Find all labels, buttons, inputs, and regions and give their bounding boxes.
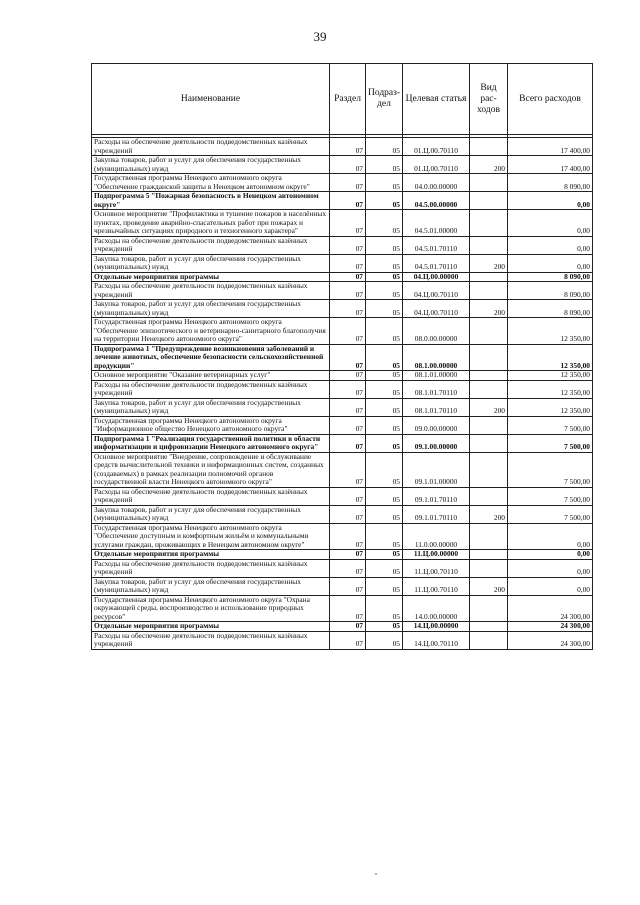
cell-subsection: 05 [366, 452, 403, 487]
cell-section: 07 [330, 577, 366, 595]
cell-type [470, 452, 508, 487]
cell-section: 07 [330, 174, 366, 192]
cell-subsection: 05 [366, 282, 403, 300]
cell-type [470, 272, 508, 282]
cell-type [470, 318, 508, 345]
cell-name: Закупка товаров, работ и услуг для обеспечения государственных (муниципальных) нужд [92, 254, 330, 272]
cell-section: 07 [330, 416, 366, 434]
table-row [92, 210, 593, 237]
cell-target: 08.1.00.00000 [403, 344, 470, 371]
table-row [92, 595, 593, 622]
table-row [92, 380, 593, 398]
cell-type [470, 138, 508, 156]
cell-total: 7 500,00 [508, 487, 593, 505]
cell-section: 07 [330, 272, 366, 282]
cell-section: 07 [330, 559, 366, 577]
cell-target: 01.Ц.00.70110 [403, 138, 470, 156]
table-row [92, 344, 593, 371]
cell-section: 07 [330, 434, 366, 452]
cell-name: Закупка товаров, работ и услуг для обеспечения государственных (муниципальных) нужд [92, 505, 330, 523]
cell-total: 0,00 [508, 577, 593, 595]
cell-type [470, 434, 508, 452]
cell-type [470, 622, 508, 632]
cell-section: 07 [330, 398, 366, 416]
cell-target: 04.Ц.00.70110 [403, 282, 470, 300]
cell-subsection: 05 [366, 380, 403, 398]
cell-type [470, 371, 508, 381]
table-row [92, 174, 593, 192]
column-header-subsection: Подраз-дел [366, 64, 403, 135]
table-row [92, 631, 593, 649]
cell-target: 04.0.00.00000 [403, 174, 470, 192]
cell-type [470, 192, 508, 210]
table-row [92, 138, 593, 156]
cell-subsection: 05 [366, 505, 403, 523]
cell-target: 04.5.01.70110 [403, 236, 470, 254]
cell-name: Расходы на обеспечение деятельности подведомственных казённых учреждений [92, 236, 330, 254]
table-row [92, 254, 593, 272]
column-header-section: Раздел [330, 64, 366, 135]
cell-target: 04.5.00.00000 [403, 192, 470, 210]
cell-name: Расходы на обеспечение деятельности подведомственных казённых учреждений [92, 487, 330, 505]
cell-section: 07 [330, 550, 366, 560]
cell-section: 07 [330, 210, 366, 237]
table-row [92, 577, 593, 595]
cell-name: Расходы на обеспечение деятельности подведомственных казённых учреждений [92, 559, 330, 577]
cell-total: 12 350,00 [508, 371, 593, 381]
table-row [92, 550, 593, 560]
cell-type: 200 [470, 300, 508, 318]
cell-type [470, 595, 508, 622]
cell-total: 17 400,00 [508, 156, 593, 174]
cell-type [470, 210, 508, 237]
budget-table [91, 63, 593, 650]
cell-section: 07 [330, 622, 366, 632]
cell-type [470, 559, 508, 577]
cell-type [470, 380, 508, 398]
cell-name: Расходы на обеспечение деятельности подведомственных казённых учреждений [92, 380, 330, 398]
cell-total: 24 300,00 [508, 595, 593, 622]
cell-total: 8 090,00 [508, 282, 593, 300]
cell-total: 12 350,00 [508, 380, 593, 398]
cell-target: 14.0.00.00000 [403, 595, 470, 622]
cell-section: 07 [330, 300, 366, 318]
table-row [92, 300, 593, 318]
cell-section: 07 [330, 236, 366, 254]
cell-name: Подпрограмма 5 "Пожарная безопасность в Ненецком автономном округе" [92, 192, 330, 210]
cell-type [470, 282, 508, 300]
cell-subsection: 05 [366, 210, 403, 237]
table-row [92, 416, 593, 434]
cell-name: Закупка товаров, работ и услуг для обеспечения государственных (муниципальных) нужд [92, 300, 330, 318]
cell-type: 200 [470, 254, 508, 272]
cell-type [470, 523, 508, 550]
cell-section: 07 [330, 192, 366, 210]
cell-subsection: 05 [366, 398, 403, 416]
cell-total: 0,00 [508, 254, 593, 272]
table-row [92, 156, 593, 174]
cell-total: 12 350,00 [508, 344, 593, 371]
cell-name: Государственная программа Ненецкого автономного округа "Обеспечение эпизоотического и ветеринарно-санитарного благополучия на территории Ненецкого автономного округа" [92, 318, 330, 345]
cell-section: 07 [330, 487, 366, 505]
cell-type: 200 [470, 505, 508, 523]
cell-total: 17 400,00 [508, 138, 593, 156]
cell-subsection: 05 [366, 318, 403, 345]
cell-subsection: 05 [366, 577, 403, 595]
cell-subsection: 05 [366, 550, 403, 560]
table-body [92, 135, 593, 650]
cell-section: 07 [330, 344, 366, 371]
cell-total: 7 500,00 [508, 434, 593, 452]
cell-total: 24 300,00 [508, 631, 593, 649]
page-number: 39 [313, 29, 327, 44]
cell-name: Расходы на обеспечение деятельности подведомственных казённых учреждений [92, 631, 330, 649]
cell-target: 08.1.01.00000 [403, 371, 470, 381]
cell-total: 7 500,00 [508, 505, 593, 523]
cell-total: 0,00 [508, 210, 593, 237]
cell-type: 200 [470, 156, 508, 174]
cell-total: 7 500,00 [508, 452, 593, 487]
cell-subsection: 05 [366, 622, 403, 632]
cell-type [470, 550, 508, 560]
cell-subsection: 05 [366, 174, 403, 192]
table-row [92, 398, 593, 416]
cell-type [470, 174, 508, 192]
table-row [92, 371, 593, 381]
cell-section: 07 [330, 318, 366, 345]
cell-name: Основное мероприятие "Профилактика и тушение пожаров в населённых пунктах, проведение аварийно-спасательных работ при пожарах и чрезвычайных ситуациях природного и техногенного характера" [92, 210, 330, 237]
cell-target: 04.5.01.00000 [403, 210, 470, 237]
cell-type [470, 487, 508, 505]
cell-total: 12 350,00 [508, 318, 593, 345]
table-row [92, 559, 593, 577]
table-row [92, 192, 593, 210]
scan-speck [375, 873, 377, 875]
cell-name: Подпрограмма 1 "Предупреждение возникновения заболеваний и лечение животных, обеспечение безопасности сельскохозяйственной продукции" [92, 344, 330, 371]
cell-section: 07 [330, 282, 366, 300]
cell-total: 0,00 [508, 523, 593, 550]
cell-type [470, 416, 508, 434]
cell-type [470, 631, 508, 649]
cell-total: 8 090,00 [508, 272, 593, 282]
cell-subsection: 05 [366, 434, 403, 452]
cell-target: 11.0.00.00000 [403, 523, 470, 550]
table-row [92, 523, 593, 550]
column-header-name: Наименование [92, 64, 330, 135]
cell-target: 09.1.01.00000 [403, 452, 470, 487]
cell-name: Расходы на обеспечение деятельности подведомственных казённых учреждений [92, 138, 330, 156]
cell-name: Основное мероприятие "Оказание ветеринарных услуг" [92, 371, 330, 381]
cell-target: 14.Ц.00.00000 [403, 622, 470, 632]
cell-total: 12 350,00 [508, 398, 593, 416]
cell-target: 09.1.01.70110 [403, 487, 470, 505]
cell-target: 04.Ц.00.00000 [403, 272, 470, 282]
column-header-total: Всего расходов [508, 64, 593, 135]
cell-section: 07 [330, 254, 366, 272]
table-row [92, 505, 593, 523]
table-row [92, 282, 593, 300]
table-row [92, 318, 593, 345]
cell-subsection: 05 [366, 272, 403, 282]
cell-target: 08.0.00.00000 [403, 318, 470, 345]
cell-name: Отдельные мероприятия программы [92, 272, 330, 282]
cell-target: 01.Ц.00.70110 [403, 156, 470, 174]
column-header-target: Целевая статья [403, 64, 470, 135]
cell-subsection: 05 [366, 344, 403, 371]
cell-name: Государственная программа Ненецкого автономного округа "Информационное общество Ненецкого автономного округа" [92, 416, 330, 434]
cell-subsection: 05 [366, 487, 403, 505]
cell-section: 07 [330, 371, 366, 381]
cell-total: 0,00 [508, 236, 593, 254]
cell-total: 0,00 [508, 559, 593, 577]
cell-type [470, 344, 508, 371]
cell-name: Закупка товаров, работ и услуг для обеспечения государственных (муниципальных) нужд [92, 156, 330, 174]
table-row [92, 236, 593, 254]
cell-type [470, 236, 508, 254]
cell-name: Государственная программа Ненецкого автономного округа "Охрана окружающей среды, воспроизводство и использование природных ресурсов" [92, 595, 330, 622]
cell-subsection: 05 [366, 192, 403, 210]
table-row [92, 434, 593, 452]
cell-name: Подпрограмма 1 "Реализация государственной политики в области информатизации и цифровизации Ненецкого автономного округа" [92, 434, 330, 452]
cell-section: 07 [330, 380, 366, 398]
cell-target: 11.Ц.00.70110 [403, 577, 470, 595]
cell-target: 09.1.01.70110 [403, 505, 470, 523]
table-row [92, 487, 593, 505]
cell-total: 7 500,00 [508, 416, 593, 434]
table-row [92, 452, 593, 487]
cell-target: 04.Ц.00.70110 [403, 300, 470, 318]
cell-subsection: 05 [366, 595, 403, 622]
cell-name: Закупка товаров, работ и услуг для обеспечения государственных (муниципальных) нужд [92, 398, 330, 416]
cell-total: 0,00 [508, 192, 593, 210]
cell-target: 04.5.01.70110 [403, 254, 470, 272]
cell-subsection: 05 [366, 300, 403, 318]
cell-target: 11.Ц.00.70110 [403, 559, 470, 577]
cell-subsection: 05 [366, 416, 403, 434]
cell-total: 24 300,00 [508, 622, 593, 632]
cell-subsection: 05 [366, 156, 403, 174]
cell-section: 07 [330, 523, 366, 550]
cell-subsection: 05 [366, 254, 403, 272]
cell-target: 08.1.01.70110 [403, 380, 470, 398]
cell-type: 200 [470, 398, 508, 416]
cell-type: 200 [470, 577, 508, 595]
cell-target: 11.Ц.00.00000 [403, 550, 470, 560]
table-row [92, 622, 593, 632]
column-header-type: Вид рас-ходов [470, 64, 508, 135]
cell-section: 07 [330, 138, 366, 156]
cell-subsection: 05 [366, 523, 403, 550]
cell-subsection: 05 [366, 138, 403, 156]
cell-target: 14.Ц.00.70110 [403, 631, 470, 649]
cell-name: Государственная программа Ненецкого автономного округа "Обеспечение доступным и комфортным жильём и коммунальными услугами граждан, проживающих в Ненецком автономном округе" [92, 523, 330, 550]
cell-total: 8 090,00 [508, 174, 593, 192]
cell-section: 07 [330, 595, 366, 622]
cell-target: 08.1.01.70110 [403, 398, 470, 416]
cell-section: 07 [330, 631, 366, 649]
cell-target: 09.1.00.00000 [403, 434, 470, 452]
table-header [92, 64, 593, 135]
cell-name: Государственная программа Ненецкого автономного округа "Обеспечение гражданской защиты в Ненецком автономном округе" [92, 174, 330, 192]
cell-section: 07 [330, 156, 366, 174]
cell-name: Основное мероприятие "Внедрение, сопровождение и обслуживание средств вычислительной техники и информационных систем, созданных (создаваемых) в рамках реализации полномочий органов государственной власти Ненецкого автономного округа" [92, 452, 330, 487]
cell-name: Отдельные мероприятия программы [92, 550, 330, 560]
cell-section: 07 [330, 505, 366, 523]
cell-total: 8 090,00 [508, 300, 593, 318]
cell-subsection: 05 [366, 631, 403, 649]
cell-name: Расходы на обеспечение деятельности подведомственных казённых учреждений [92, 282, 330, 300]
cell-subsection: 05 [366, 236, 403, 254]
cell-section: 07 [330, 452, 366, 487]
cell-subsection: 05 [366, 559, 403, 577]
cell-total: 0,00 [508, 550, 593, 560]
cell-name: Отдельные мероприятия программы [92, 622, 330, 632]
cell-subsection: 05 [366, 371, 403, 381]
cell-name: Закупка товаров, работ и услуг для обеспечения государственных (муниципальных) нужд [92, 577, 330, 595]
cell-target: 09.0.00.00000 [403, 416, 470, 434]
